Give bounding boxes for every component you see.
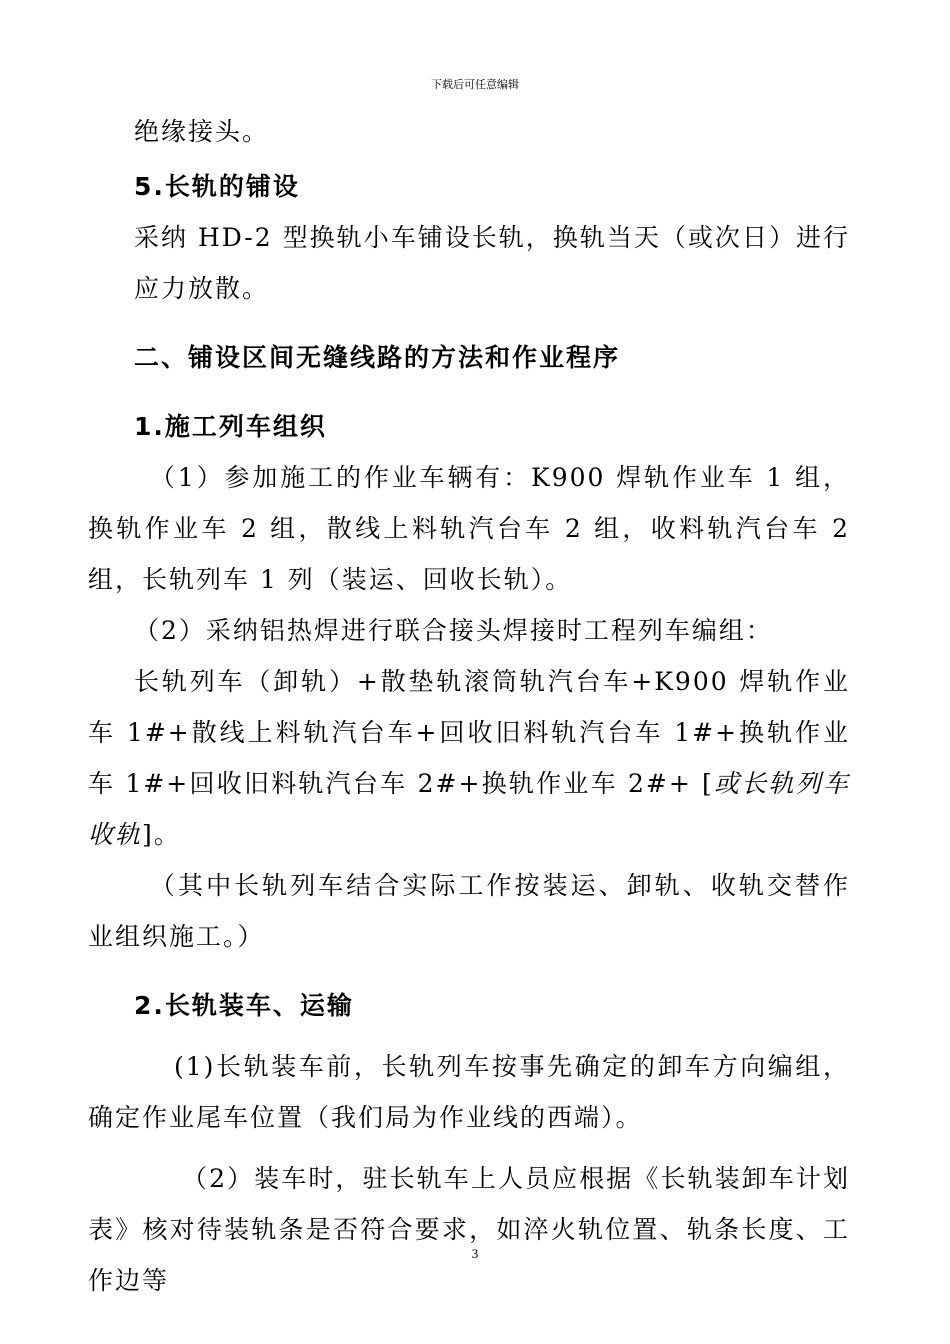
heading-2-2: 2.长轨装车、运输	[134, 991, 354, 1020]
heading-2-1: 1.施工列车组织	[134, 412, 327, 441]
paragraph-1-3-text: 长轨列车（卸轨）+散垫轨滚筒轨汽台车+K900 焊轨作业车 1#+散线上料轨汽台车+回收旧料轨汽台车 1#+换轨作业车 1#+回收旧料轨汽台车 2#+换轨作业车 2#+ [	[88, 667, 850, 798]
paragraph-2-2: （2）装车时，驻长轨车上人员应根据《长轨装卸车计划表》核对待装轨条是否符合要求，如淬火轨位置、轨条长度、工作边等	[88, 1164, 850, 1295]
page-header: 下载后可任意编辑	[431, 78, 519, 91]
paragraph-1-4: （其中长轨列车结合实际工作按装运、卸轨、收轨交替作业组织施工。）	[88, 871, 850, 951]
paragraph-5-text: 采纳 HD-2 型换轨小车铺设长轨，换轨当天（或次日）进行应力放散。	[134, 223, 850, 303]
paragraph-5	[88, 212, 850, 314]
paragraph-2-1: (1)长轨装车前，长轨列车按事先确定的卸车方向编组，确定作业尾车位置（我们局为作业线的西端）。	[88, 1052, 850, 1132]
paragraph-1-1: （1）参加施工的作业车辆有：K900 焊轨作业车 1 组，换轨作业车 2 组，散线上料轨汽台车 2 组，收料轨汽台车 2 组，长轨列车 1 列（装运、回收长轨）。	[88, 463, 850, 594]
paragraph-continued: 绝缘接头。	[134, 117, 270, 146]
paragraph-1-3-emphasis: 或长轨列车收轨	[88, 769, 850, 849]
page-number: 3	[471, 1246, 479, 1261]
paragraph-1-3	[88, 656, 850, 860]
paragraph-1-3-end: ]。	[142, 820, 181, 849]
heading-5: 5.长轨的铺设	[134, 172, 300, 201]
document-body	[88, 106, 850, 1306]
paragraph-1-2: （2）采纳铝热焊进行联合接头焊接时工程列车编组：	[134, 616, 773, 645]
section-heading-2: 二、铺设区间无缝线路的方法和作业程序	[134, 343, 621, 372]
